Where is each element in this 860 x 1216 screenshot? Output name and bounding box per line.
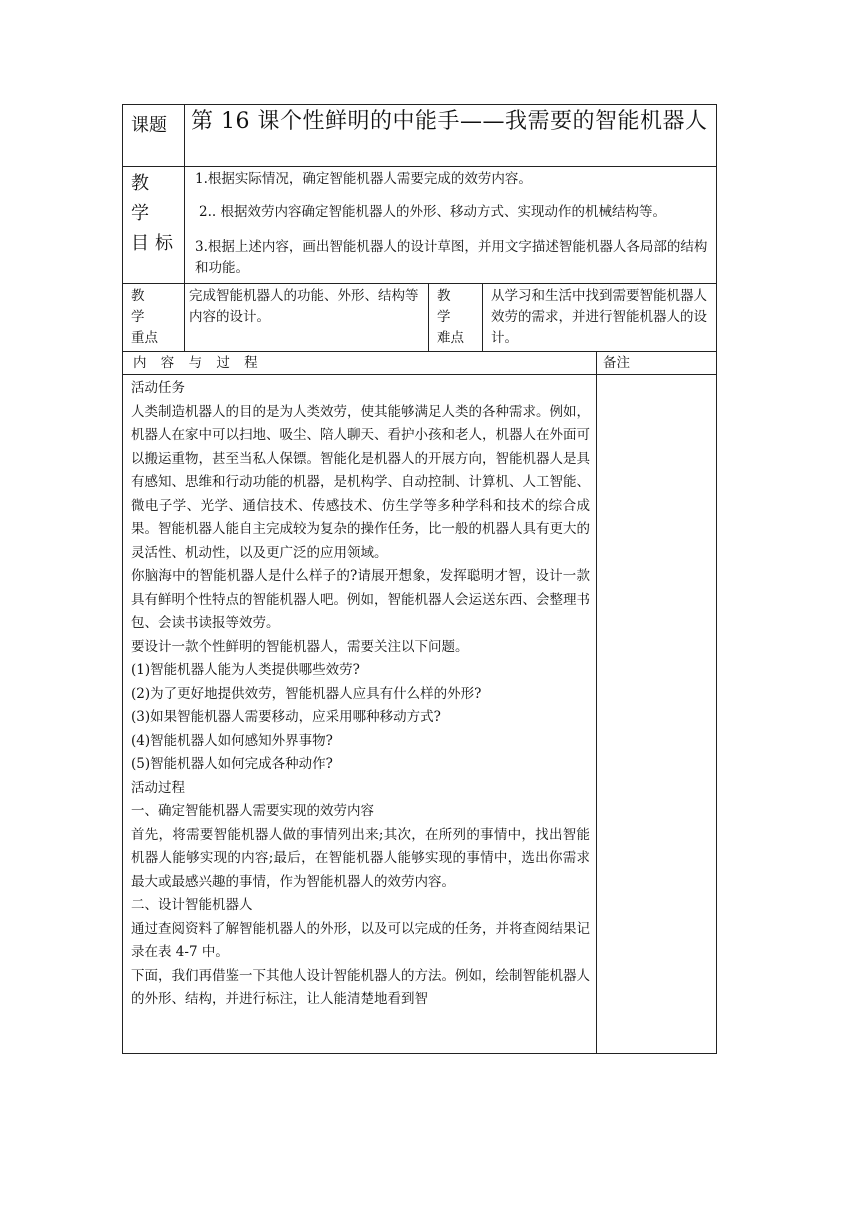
title-row bbox=[123, 105, 717, 167]
focus-difficulty-row bbox=[123, 284, 717, 352]
content-paragraph: 通过查阅资料了解智能机器人的外形，以及可以完成的任务，并将查阅结果记录在表 4-7 中。 bbox=[131, 920, 590, 960]
focus-text: 完成智能机器人的功能、外形、结构等内容的设计。 bbox=[185, 284, 429, 352]
content-paragraph: 你脑海中的智能机器人是什么样子的?请展开想象，发挥聪明才智，设计一款具有鲜明个性特点的智能机器人吧。例如，智能机器人会运送东西、会整理书包、会读书读报等效劳。 bbox=[131, 568, 590, 631]
lesson-plan-table bbox=[122, 104, 717, 1054]
lesson-plan-page bbox=[122, 104, 716, 1054]
content-paragraph: 下面，我们再借鉴一下其他人设计智能机器人的方法。例如，绘制智能机器人的外形、结构，并进行标注，让人能清楚地看到智 bbox=[131, 967, 590, 1007]
content-paragraph: (5)智能机器人如何完成各种动作? bbox=[131, 756, 333, 772]
content-paragraph: 首先，将需要智能机器人做的事情列出来;其次，在所列的事情中，找出智能机器人能够实现的内容;最后，在智能机器人能够实现的事情中，选出你需求最大或最感兴趣的事情，作为智能机器人的效劳内容。 bbox=[131, 826, 590, 890]
process-header: 内 容 与 过 程 bbox=[123, 352, 597, 375]
content-paragraph: 一、确定智能机器人需要实现的效劳内容 bbox=[131, 803, 374, 819]
content-paragraph: (3)如果智能机器人需要移动，应采用哪种移动方式? bbox=[131, 709, 441, 725]
process-content bbox=[123, 375, 596, 1053]
focus-label bbox=[123, 284, 185, 352]
focus-label-line: 教 学 bbox=[131, 288, 153, 325]
note-header: 备注 bbox=[597, 352, 717, 375]
process-header-row bbox=[123, 352, 717, 375]
process-content-cell bbox=[123, 375, 597, 1054]
difficulty-text: 从学习和生活中找到需要智能机器人效劳的需求，并进行智能机器人的设计。 bbox=[483, 284, 717, 352]
goal-item: 3.根据上述内容，画出智能机器人的设计草图，并用文字描述智能机器人各局部的结构和功能。 bbox=[195, 239, 708, 276]
content-paragraph: 活动过程 bbox=[131, 779, 185, 796]
goals-row bbox=[123, 167, 717, 284]
content-paragraph: (2)为了更好地提供效劳，智能机器人应具有什么样的外形? bbox=[131, 685, 482, 702]
content-paragraph: (1)智能机器人能为人类提供哪些效劳? bbox=[131, 662, 360, 678]
goal-item: 2.. 根据效劳内容确定智能机器人的外形、移动方式、实现动作的机械结构等。 bbox=[199, 204, 666, 220]
note-cell bbox=[597, 375, 717, 1054]
difficulty-label-line: 教 学 bbox=[437, 288, 459, 325]
content-paragraph: 人类制造机器人的目的是为人类效劳，使其能够满足人类的各种需求。例如，机器人在家中可以扫地、吸尘、陪人聊天、看护小孩和老人，机器人在外面可以搬运重物，甚至当私人保镖。智能化是机器人的开展方向，智能机器人是具有感知、思维和行动功能的机器，是机构学、自动控制、计算机、人工智能、微电子学、光学、通信技术、传感技术、仿生学等多种学科和技术的综合成果。智能机器人能自主完成较为复杂的操作任务，比一般的机器人具有更大的灵活性、机动性，以及更广泛的应用领域。 bbox=[131, 403, 590, 561]
content-paragraph: 活动任务 bbox=[131, 380, 185, 396]
content-paragraph: 二、设计智能机器人 bbox=[131, 897, 253, 913]
difficulty-label bbox=[429, 284, 483, 352]
content-paragraph: (4)智能机器人如何感知外界事物? bbox=[131, 732, 333, 749]
title-label: 课题 bbox=[123, 105, 185, 167]
goals-content bbox=[185, 167, 717, 284]
lesson-title: 第 16 课个性鲜明的中能手——我需要的智能机器人 bbox=[185, 105, 717, 167]
difficulty-label-line: 难点 bbox=[437, 330, 464, 346]
focus-label-line: 重点 bbox=[131, 330, 158, 346]
goal-item: 1.根据实际情况，确定智能机器人需要完成的效劳内容。 bbox=[195, 171, 532, 187]
goals-label: 教 学 目标 bbox=[123, 167, 185, 284]
content-paragraph: 要设计一款个性鲜明的智能机器人，需要关注以下问题。 bbox=[131, 638, 469, 655]
process-content-row bbox=[123, 375, 717, 1054]
